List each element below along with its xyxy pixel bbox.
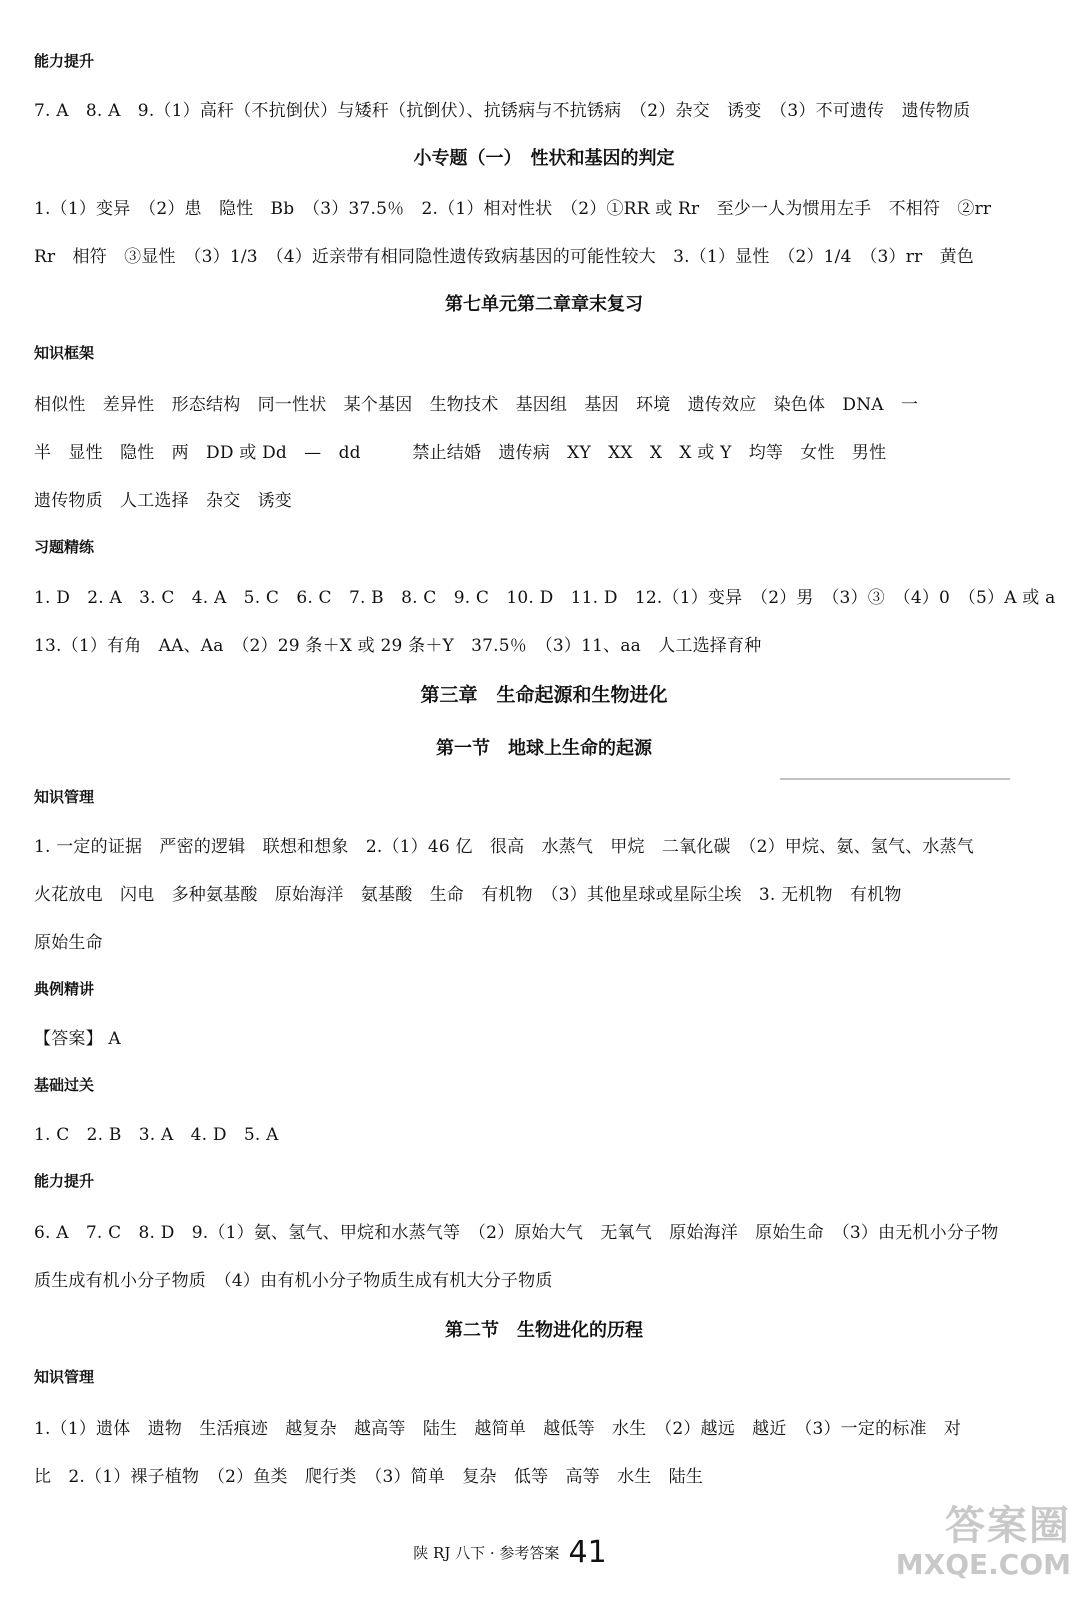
section-title: 第二节 生物进化的历程 <box>445 1320 643 1341</box>
section-title: 小专题（一） 性状和基因的判定 <box>413 148 675 169</box>
section-heading: 知识管理 <box>34 788 95 806</box>
scan-smudge <box>780 778 1010 780</box>
section-heading: 典例精讲 <box>34 980 95 998</box>
answer-line: 半 显性 隐性 两 DD 或 Dd — dd 禁止结婚 遗传病 XY XX X X 或 Y 均等 女性 男性 <box>34 443 887 463</box>
chapter-title: 第三章 生命起源和生物进化 <box>420 684 668 706</box>
watermark-top-text: 答案圈 <box>945 1503 1071 1549</box>
watermark-logo <box>895 1490 1075 1590</box>
answer-line: 6. A 7. C 8. D 9.（1）氨、氢气、甲烷和水蒸气等 （2）原始大气 无氧气 原始海洋 原始生命 （3）由无机小分子物 <box>34 1223 999 1243</box>
answer-line: 1. 一定的证据 严密的逻辑 联想和想象 2.（1）46 亿 很高 水蒸气 甲烷 二氧化碳 （2）甲烷、氨、氢气、水蒸气 <box>34 837 975 857</box>
answer-line: 遗传物质 人工选择 杂交 诱变 <box>34 491 292 511</box>
answer-line: 火花放电 闪电 多种氨基酸 原始海洋 氨基酸 生命 有机物 （3）其他星球或星际尘埃 3. 无机物 有机物 <box>34 885 902 905</box>
section-title: 第七单元第二章章末复习 <box>445 294 643 315</box>
answer-line: 7. A 8. A 9.（1）高秆（不抗倒伏）与矮秆（抗倒伏）、抗锈病与不抗锈病 （2）杂交 诱变 （3）不可遗传 遗传物质 <box>34 101 971 121</box>
section-heading: 基础过关 <box>34 1076 95 1094</box>
answer-line: 质生成有机小分子物质 （4）由有机小分子物质生成有机大分子物质 <box>34 1271 553 1291</box>
section-heading: 习题精练 <box>34 538 95 556</box>
answer-line: 原始生命 <box>34 933 103 953</box>
footer-label: 陕 RJ 八下 · 参考答案 <box>413 1544 560 1562</box>
answer-line: 1. D 2. A 3. C 4. A 5. C 6. C 7. B 8. C 9. C 10. D 11. D 12.（1）变异 （2）男 （3）③ （4）0 （5）A 或 a <box>34 588 1056 608</box>
page-number: 41 <box>568 1535 607 1570</box>
section-heading: 知识管理 <box>34 1368 95 1386</box>
answer-line: 1.（1）变异 （2）患 隐性 Bb （3）37.5％ 2.（1）相对性状 （2）①RR 或 Rr 至少一人为惯用左手 不相符 ②rr <box>34 199 992 219</box>
watermark-bottom-text: MXQE.COM <box>895 1548 1071 1581</box>
section-heading: 能力提升 <box>34 1172 95 1190</box>
answer-line: 相似性 差异性 形态结构 同一性状 某个基因 生物技术 基因组 基因 环境 遗传效应 染色体 DNA 一 <box>34 395 919 415</box>
answer-line: 【答案】 A <box>34 1029 121 1049</box>
page-footer <box>0 1535 1020 1570</box>
answer-page <box>34 0 1054 1600</box>
section-title: 第一节 地球上生命的起源 <box>436 738 652 759</box>
section-heading: 知识框架 <box>34 344 95 362</box>
answer-line: 13.（1）有角 AA、Aa （2）29 条＋X 或 29 条＋Y 37.5％ （3）11、aa 人工选择育种 <box>34 636 762 656</box>
answer-line: 比 2.（1）裸子植物 （2）鱼类 爬行类 （3）简单 复杂 低等 高等 水生 陆生 <box>34 1467 704 1487</box>
answer-line: Rr 相符 ③显性 （3）1/3 （4）近亲带有相同隐性遗传致病基因的可能性较大 3.（1）显性 （2）1/4 （3）rr 黄色 <box>34 247 974 267</box>
answer-line: 1.（1）遗体 遗物 生活痕迹 越复杂 越高等 陆生 越简单 越低等 水生 （2）越远 越近 （3）一定的标准 对 <box>34 1419 962 1439</box>
answer-line: 1. C 2. B 3. A 4. D 5. A <box>34 1125 279 1145</box>
section-heading: 能力提升 <box>34 52 95 70</box>
